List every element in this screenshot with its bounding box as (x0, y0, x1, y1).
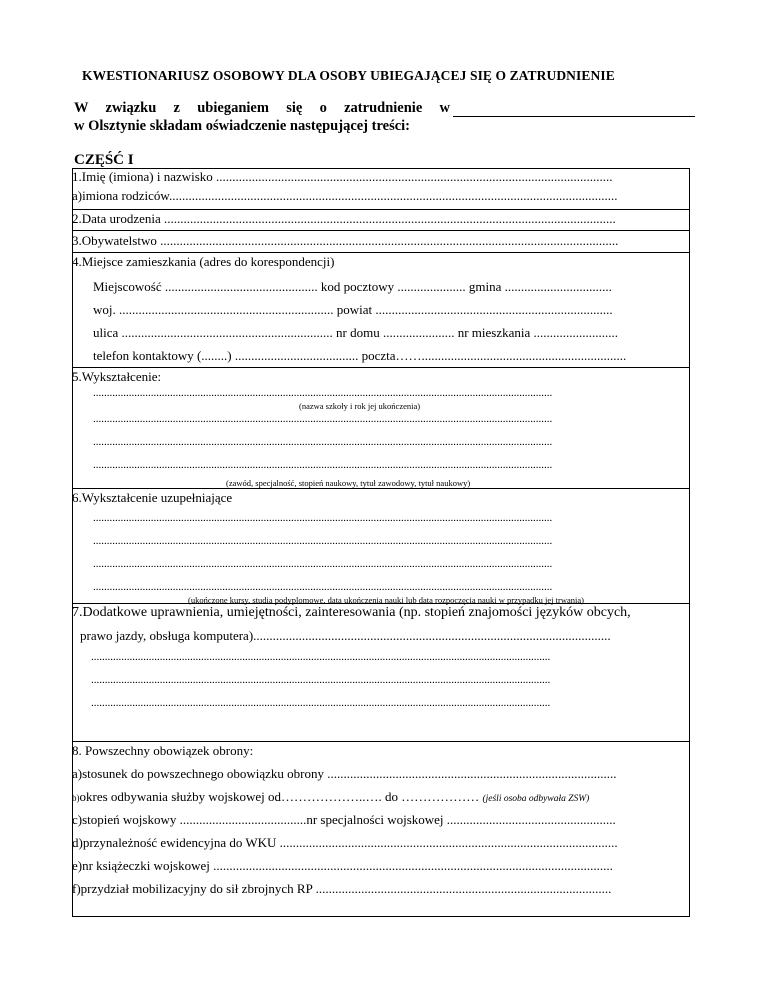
education-line-4[interactable]: ....................................................................................................................................................................... (93, 459, 553, 471)
skills-line-3[interactable]: ....................................................................................................................................................................... (91, 674, 551, 686)
military-heading: 8. Powszechny obowiązek obrony: (72, 743, 254, 758)
field-wku-affiliation[interactable]: d)przynależność ewidencyjna do WKU ........................................................................................................ (72, 835, 618, 850)
section-7-box (72, 603, 690, 742)
supplementary-education-heading: 6.Wykształcenie uzupełniające (72, 490, 233, 505)
education-caption-2: (zawód, specjalność, stopień naukowy, tytuł zawodowy, tytuł naukowy) (226, 478, 471, 488)
supplementary-line-1[interactable]: ....................................................................................................................................................................... (93, 512, 553, 524)
skills-line-4[interactable]: ....................................................................................................................................................................... (91, 697, 551, 709)
supplementary-line-4[interactable]: ....................................................................................................................................................................... (93, 581, 553, 593)
education-line-2[interactable]: ....................................................................................................................................................................... (93, 413, 553, 425)
field-military-book-number[interactable]: e)nr książeczki wojskowej ........................................................................................................................... (72, 858, 613, 873)
supplementary-line-2[interactable]: ....................................................................................................................................................................... (93, 535, 553, 547)
employer-blank-field[interactable] (453, 116, 695, 117)
address-heading: 4.Miejsce zamieszkania (adres do korespondencji) (72, 254, 335, 269)
item-b-prefix: b) (72, 793, 80, 803)
field-mobilization-assignment[interactable]: f)przydział mobilizacyjny do sił zbrojnych RP ........................................................................................... (72, 881, 612, 896)
field-street[interactable]: ulica ................................................................. nr domu ...................... nr mieszkania .......................... (93, 325, 619, 340)
skills-heading: 7.Dodatkowe uprawnienia, umiejętności, zainteresowania (np. stopień znajomości języków obcych, (72, 605, 631, 620)
skills-line-1[interactable]: prawo jazdy, obsługa komputera).............................................................................................................. (80, 628, 611, 643)
field-citizenship[interactable]: 3.Obywatelstwo ............................................................................................................................................. (72, 233, 619, 248)
zsw-note: (jeśli osoba odbywała ZSW) (482, 794, 590, 804)
field-parents-names[interactable]: a)imiona rodziców.......................................................................................................................................... (72, 188, 618, 203)
education-line-1[interactable]: ....................................................................................................................................................................... (93, 387, 553, 399)
intro-line-1: W związku z ubieganiem się o zatrudnienie w (74, 100, 450, 116)
field-name[interactable]: 1.Imię (imiona) i nazwisko .......................................................................................................................... (72, 169, 613, 184)
field-locality[interactable]: Miejscowość ............................................... kod pocztowy ..................... gmina ................................. (93, 279, 612, 294)
field-service-period[interactable] (72, 789, 589, 805)
field-voivodeship[interactable]: woj. .................................................................. powiat ......................................................................... (93, 302, 613, 317)
education-heading: 5.Wykształcenie: (72, 369, 162, 384)
supplementary-caption: (ukończone kursy, studia podyplomowe, data ukończenia nauki lub data rozpoczęcia nauki w przypadku jej trwania) (188, 595, 584, 605)
education-caption-1: (nazwa szkoły i rok jej ukończenia) (299, 401, 421, 411)
field-birth-date[interactable]: 2.Data urodzenia ........................................................................................................................................... (72, 211, 616, 226)
field-military-status[interactable]: a)stosunek do powszechnego obowiązku obrony ......................................................................................... (72, 766, 617, 781)
field-military-rank[interactable]: c)stopień wojskowy .......................................nr specjalności wojskowej .................................................... (72, 812, 616, 827)
intro-line-2: w Olsztynie składam oświadczenie następującej treści: (74, 118, 411, 134)
page-title: KWESTIONARIUSZ OSOBOWY DLA OSOBY UBIEGAJĄCEJ SIĘ O ZATRUDNIENIE (82, 68, 615, 83)
education-line-3[interactable]: ....................................................................................................................................................................... (93, 436, 553, 448)
supplementary-line-3[interactable]: ....................................................................................................................................................................... (93, 558, 553, 570)
skills-line-2[interactable]: ....................................................................................................................................................................... (91, 651, 551, 663)
part-heading: CZĘŚĆ I (74, 152, 134, 168)
service-period-text: okres odbywania służby wojskowej od………………..…. do ……………… (79, 789, 480, 804)
field-phone[interactable]: telefon kontaktowy (........) ...................................... poczta……............................................................... (93, 348, 627, 363)
